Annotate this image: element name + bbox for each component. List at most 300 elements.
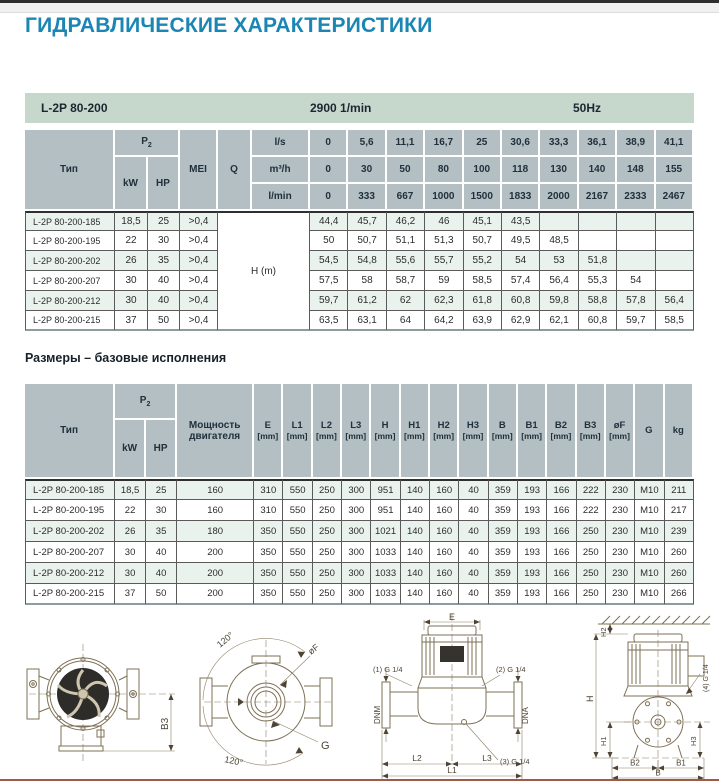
dim-label-b1: B1 — [676, 758, 686, 768]
dimension-value-cell: 260 — [665, 563, 694, 584]
speed-label: 2900 1/min — [310, 101, 372, 115]
dimension-header — [459, 384, 488, 479]
pump-type-cell: L-2P 80-200-195 — [25, 231, 115, 251]
head-value-cell: 51,8 — [579, 251, 617, 271]
dimension-unit: [mm] — [609, 431, 630, 441]
flow-value-header: 11,1 — [387, 130, 425, 157]
dimension-name: B2 — [554, 420, 568, 431]
pump-type-cell: L-2P 80-200-215 — [25, 311, 115, 331]
dimension-value-cell: 300 — [342, 563, 371, 584]
head-value-cell: 58,7 — [387, 271, 425, 291]
hydraulic-table — [25, 130, 694, 331]
head-value-cell: 51,3 — [425, 231, 463, 251]
hp-cell: 30 — [146, 500, 177, 521]
flow-value-header: 33,3 — [540, 130, 578, 157]
kw-cell: 30 — [115, 563, 146, 584]
dimension-value-cell: 222 — [577, 500, 606, 521]
p2-subscript: 2 — [146, 400, 151, 408]
head-value-cell: 59,8 — [540, 291, 578, 311]
dim-label-h: H — [585, 695, 595, 702]
dim-label-e: E — [448, 612, 456, 622]
dimension-value-cell: 193 — [518, 479, 547, 500]
hp-cell: 40 — [146, 563, 177, 584]
dimensions-table — [25, 384, 694, 605]
model-label: L-2P 80-200 — [41, 101, 108, 115]
angle-label-bottom: 120° — [223, 754, 244, 768]
dimension-name: H — [381, 420, 389, 431]
head-value-cell: 56,4 — [540, 271, 578, 291]
dimension-header — [547, 384, 576, 479]
dimension-value-cell: M10 — [635, 563, 664, 584]
head-value-cell: 59,7 — [310, 291, 348, 311]
dimension-value-cell: 239 — [665, 521, 694, 542]
dimension-unit: [mm] — [316, 431, 337, 441]
flow-value-header: 155 — [656, 157, 694, 184]
dimension-header — [283, 384, 312, 479]
motor-power-header: Мощность двигателя — [177, 384, 254, 479]
bottom-rule — [0, 779, 719, 781]
flow-value-header: 130 — [540, 157, 578, 184]
dimension-value-cell: 160 — [430, 584, 459, 605]
kw-header: kW — [115, 420, 146, 479]
dimensions-table-row — [25, 584, 694, 605]
dimension-value-cell: 1033 — [371, 584, 400, 605]
dimension-value-cell: M10 — [635, 584, 664, 605]
motor-nameplate — [440, 646, 464, 662]
flow-value-header: 50 — [387, 157, 425, 184]
dimension-value-cell: 166 — [547, 521, 576, 542]
dimension-header — [665, 384, 694, 479]
frequency-label: 50Hz — [573, 101, 602, 115]
head-value-cell: 55,7 — [425, 251, 463, 271]
head-value-cell: 58,8 — [579, 291, 617, 311]
dimension-value-cell: 250 — [577, 521, 606, 542]
dimension-name: B1 — [525, 420, 538, 431]
dimension-name: B — [498, 420, 506, 431]
dimension-value-cell: 166 — [547, 563, 576, 584]
head-value-cell: 62 — [387, 291, 425, 311]
kw-cell: 37 — [115, 584, 146, 605]
hp-cell: 40 — [148, 291, 180, 311]
type-column-header: Тип — [25, 384, 115, 479]
dimension-header — [430, 384, 459, 479]
dimensions-table-wrap — [25, 384, 694, 605]
dimension-value-cell: 40 — [459, 521, 488, 542]
dimension-value-cell: 166 — [547, 584, 576, 605]
page-title: ГИДРАВЛИЧЕСКИЕ ХАРАКТЕРИСТИКИ — [25, 14, 433, 37]
head-value-cell — [656, 211, 694, 231]
hydraulic-table-row — [25, 271, 694, 291]
hp-cell: 40 — [146, 542, 177, 563]
section-title-dimensions: Размеры – базовые исполнения — [25, 351, 227, 365]
head-value-cell — [540, 211, 578, 231]
head-value-cell: 62,1 — [540, 311, 578, 331]
fan-hub — [78, 689, 88, 699]
head-value-cell: 51,1 — [387, 231, 425, 251]
pump-type-cell: L-2P 80-200-215 — [25, 584, 115, 605]
dimension-value-cell: 359 — [489, 500, 518, 521]
kw-cell: 26 — [115, 251, 148, 271]
flow-value-header: 2333 — [617, 184, 655, 211]
dimension-value-cell: 166 — [547, 479, 576, 500]
hp-cell: 40 — [148, 271, 180, 291]
dimension-name: E — [264, 420, 271, 431]
hydraulic-table-row — [25, 291, 694, 311]
dimension-value-cell: 40 — [459, 584, 488, 605]
dimension-value-cell: 951 — [371, 500, 400, 521]
hp-cell: 25 — [148, 211, 180, 231]
head-value-cell — [579, 231, 617, 251]
dimension-value-cell: M10 — [635, 521, 664, 542]
head-value-cell: 50 — [310, 231, 348, 251]
dimension-value-cell: 230 — [606, 479, 635, 500]
head-value-cell: 55,2 — [464, 251, 502, 271]
dim-label-l3: L3 — [482, 753, 492, 763]
flow-value-header: 80 — [425, 157, 463, 184]
dim-label-b: B — [655, 768, 661, 778]
dimension-value-cell: 160 — [430, 563, 459, 584]
dimension-value-cell: 160 — [430, 479, 459, 500]
flow-value-header: 38,9 — [617, 130, 655, 157]
dimension-value-cell: 260 — [665, 542, 694, 563]
dimension-value-cell: 250 — [313, 521, 342, 542]
pump-type-cell: L-2P 80-200-207 — [25, 271, 115, 291]
flow-value-header: 2000 — [540, 184, 578, 211]
flow-value-header: 16,7 — [425, 130, 463, 157]
dimension-header — [254, 384, 283, 479]
dimension-value-cell: 550 — [283, 563, 312, 584]
pump-type-cell: L-2P 80-200-202 — [25, 251, 115, 271]
flow-unit-header: l/min — [252, 184, 310, 211]
head-value-cell: 57,8 — [617, 291, 655, 311]
dimension-value-cell: 193 — [518, 542, 547, 563]
flow-value-header: 140 — [579, 157, 617, 184]
mei-cell: >0,4 — [180, 271, 218, 291]
dimension-value-cell: 160 — [430, 500, 459, 521]
mei-header: MEI — [180, 130, 218, 211]
flow-value-header: 0 — [310, 184, 348, 211]
dimension-unit: [mm] — [286, 431, 308, 441]
plug-label-2: (2) G 1/4 — [496, 665, 526, 674]
kw-cell: 22 — [115, 231, 148, 251]
pump-type-cell: L-2P 80-200-207 — [25, 542, 115, 563]
head-value-cell: 63,1 — [348, 311, 386, 331]
type-column-header: Тип — [25, 130, 115, 211]
dimension-value-cell: 300 — [342, 479, 371, 500]
flow-value-header: 1000 — [425, 184, 463, 211]
angle-label-top: 120° — [214, 629, 236, 650]
dimension-name: B3 — [584, 420, 597, 431]
head-unit-cell: H (m) — [218, 211, 310, 331]
kw-cell: 30 — [115, 271, 148, 291]
dimension-unit: [mm] — [521, 431, 543, 441]
dimension-value-cell: 350 — [254, 521, 283, 542]
drawing-fan-view — [25, 634, 185, 774]
head-value-cell: 49,5 — [502, 231, 540, 251]
dimension-value-cell: 1033 — [371, 542, 400, 563]
dimension-value-cell: 550 — [283, 479, 312, 500]
dim-label-b3: B3 — [160, 717, 171, 730]
mei-cell: >0,4 — [180, 231, 218, 251]
dim-label-h3: H3 — [689, 736, 698, 746]
dimension-value-cell: 951 — [371, 479, 400, 500]
head-value-cell: 60,8 — [579, 311, 617, 331]
hp-cell: 35 — [148, 251, 180, 271]
mei-cell: >0,4 — [180, 291, 218, 311]
dimension-unit: [mm] — [257, 431, 279, 441]
dimension-value-cell: 1033 — [371, 563, 400, 584]
dimension-name: L3 — [350, 420, 362, 431]
dimension-name: L1 — [291, 420, 303, 431]
dimension-header — [489, 384, 518, 479]
dimensions-table-row — [25, 521, 694, 542]
pump-type-cell: L-2P 80-200-195 — [25, 500, 115, 521]
model-band — [25, 93, 694, 123]
dimension-value-cell: M10 — [635, 479, 664, 500]
dimension-value-cell: 300 — [342, 521, 371, 542]
dimension-header — [518, 384, 547, 479]
kw-cell: 26 — [115, 521, 146, 542]
dim-label-b2: B2 — [630, 758, 640, 768]
dimension-value-cell: 1021 — [371, 521, 400, 542]
motor-power-cell: 200 — [177, 563, 254, 584]
dim-label-l2: L2 — [412, 753, 422, 763]
dimension-value-cell: 140 — [401, 563, 430, 584]
dim-label-dna: DNA — [521, 707, 530, 724]
dimension-value-cell: 193 — [518, 521, 547, 542]
hp-cell: 30 — [148, 231, 180, 251]
dimension-unit: [mm] — [345, 431, 367, 441]
dimensions-table-row — [25, 479, 694, 500]
dimension-name: øF — [613, 420, 626, 431]
mei-cell: >0,4 — [180, 311, 218, 331]
p2-header: $P_2$ — [115, 384, 177, 420]
dimension-unit: [mm] — [374, 431, 396, 441]
dimension-unit: [mm] — [403, 431, 425, 441]
flow-value-header: 36,1 — [579, 130, 617, 157]
dimension-name: L2 — [320, 420, 332, 431]
head-value-cell: 64 — [387, 311, 425, 331]
flow-value-header: 2167 — [579, 184, 617, 211]
head-value-cell: 60,8 — [502, 291, 540, 311]
head-value-cell: 64,2 — [425, 311, 463, 331]
dimension-value-cell: 40 — [459, 563, 488, 584]
dim-label-h1: H1 — [599, 736, 608, 746]
head-value-cell: 45,1 — [464, 211, 502, 231]
dimension-value-cell: 230 — [606, 563, 635, 584]
dimension-unit: [mm] — [491, 431, 513, 441]
flow-value-header: 333 — [348, 184, 386, 211]
head-value-cell: 58 — [348, 271, 386, 291]
head-value-cell — [656, 251, 694, 271]
head-value-cell: 59 — [425, 271, 463, 291]
flow-value-header: 118 — [502, 157, 540, 184]
head-value-cell: 62,3 — [425, 291, 463, 311]
dimension-unit: [mm] — [433, 431, 455, 441]
dimension-name: H2 — [437, 420, 450, 431]
head-value-cell: 54 — [617, 271, 655, 291]
hp-cell: 35 — [146, 521, 177, 542]
plug-label-1: (1) G 1/4 — [373, 665, 403, 674]
dimension-header — [606, 384, 635, 479]
dimension-value-cell: 193 — [518, 500, 547, 521]
dimension-value-cell: 359 — [489, 584, 518, 605]
head-value-cell: 54,8 — [348, 251, 386, 271]
dimension-value-cell: 211 — [665, 479, 694, 500]
dimension-value-cell: 140 — [401, 584, 430, 605]
dimension-value-cell: 300 — [342, 584, 371, 605]
dim-label-l1: L1 — [447, 765, 457, 775]
technical-drawings — [0, 610, 719, 780]
dimension-value-cell: 40 — [459, 500, 488, 521]
dimension-value-cell: 140 — [401, 500, 430, 521]
dimension-header — [342, 384, 371, 479]
dimension-value-cell: 250 — [577, 542, 606, 563]
dimension-value-cell: 160 — [430, 521, 459, 542]
dimensions-table-row — [25, 500, 694, 521]
head-value-cell: 63,9 — [464, 311, 502, 331]
dimension-value-cell: 230 — [606, 542, 635, 563]
flow-value-header: 5,6 — [348, 130, 386, 157]
head-value-cell: 55,3 — [579, 271, 617, 291]
dimension-value-cell: 359 — [489, 542, 518, 563]
motor-power-cell: 160 — [177, 479, 254, 500]
dimension-value-cell: 140 — [401, 521, 430, 542]
dimension-value-cell: 166 — [547, 500, 576, 521]
flow-value-header: 100 — [464, 157, 502, 184]
dimension-value-cell: 550 — [283, 500, 312, 521]
flow-value-header: 1500 — [464, 184, 502, 211]
plug-label-4: (4) G 1/4 — [703, 664, 710, 692]
drawing-top-view — [196, 622, 344, 780]
dimension-value-cell: 140 — [401, 542, 430, 563]
dimension-header — [577, 384, 606, 479]
dimension-value-cell: 250 — [313, 542, 342, 563]
dimension-header — [313, 384, 342, 479]
motor-power-cell: 180 — [177, 521, 254, 542]
dimension-value-cell: 40 — [459, 479, 488, 500]
dimension-value-cell: 300 — [342, 500, 371, 521]
head-value-cell: 62,9 — [502, 311, 540, 331]
dimension-header — [371, 384, 400, 479]
drawing-front-view — [372, 612, 534, 782]
dim-label-g: G — [321, 740, 330, 752]
dimension-value-cell: 222 — [577, 479, 606, 500]
pump-type-cell: L-2P 80-200-202 — [25, 521, 115, 542]
hp-cell: 50 — [146, 584, 177, 605]
head-value-cell: 59,7 — [617, 311, 655, 331]
motor-power-cell: 200 — [177, 542, 254, 563]
dimension-value-cell: 266 — [665, 584, 694, 605]
q-header: Q — [218, 130, 252, 211]
top-edge-gray — [0, 3, 719, 13]
head-value-cell: 55,6 — [387, 251, 425, 271]
flow-value-header: 667 — [387, 184, 425, 211]
dimensions-table-row — [25, 542, 694, 563]
motor-power-cell: 160 — [177, 500, 254, 521]
p2-subscript: 2 — [147, 142, 152, 149]
flow-value-header: 30 — [348, 157, 386, 184]
head-value-cell: 45,7 — [348, 211, 386, 231]
flow-value-header: 30,6 — [502, 130, 540, 157]
hydraulic-table-row — [25, 251, 694, 271]
dimension-name: kg — [672, 425, 684, 436]
mei-cell: >0,4 — [180, 251, 218, 271]
kw-cell: 30 — [115, 542, 146, 563]
kw-cell: 37 — [115, 311, 148, 331]
flow-value-header: 41,1 — [656, 130, 694, 157]
hp-header: HP — [148, 157, 180, 211]
hp-header: HP — [146, 420, 177, 479]
dimension-name: H3 — [466, 420, 480, 431]
head-value-cell: 50,7 — [464, 231, 502, 251]
pump-type-cell: L-2P 80-200-185 — [25, 211, 115, 231]
head-value-cell: 48,5 — [540, 231, 578, 251]
hp-cell: 25 — [146, 479, 177, 500]
dimension-value-cell: 550 — [283, 521, 312, 542]
head-value-cell: 63,5 — [310, 311, 348, 331]
dim-label-of: øF — [306, 641, 321, 657]
dim-label-dnm: DNM — [373, 705, 382, 724]
dimension-value-cell: 310 — [254, 500, 283, 521]
head-value-cell — [579, 211, 617, 231]
dimension-value-cell: 230 — [606, 521, 635, 542]
plug-label-3: (3) G 1/4 — [500, 757, 530, 766]
dimension-value-cell: 250 — [577, 563, 606, 584]
head-value-cell — [656, 231, 694, 251]
dimension-value-cell: 250 — [313, 479, 342, 500]
dimension-unit: [mm] — [462, 431, 484, 441]
dimension-header — [401, 384, 430, 479]
head-value-cell — [617, 251, 655, 271]
head-value-cell: 61,8 — [464, 291, 502, 311]
kw-header: kW — [115, 157, 148, 211]
head-value-cell: 57,4 — [502, 271, 540, 291]
dimension-value-cell: 230 — [606, 584, 635, 605]
dimension-value-cell: 250 — [313, 563, 342, 584]
dimension-value-cell: 140 — [401, 479, 430, 500]
flow-value-header: 0 — [310, 130, 348, 157]
p2-header: $P_2$ — [115, 130, 180, 157]
pump-type-cell: L-2P 80-200-212 — [25, 563, 115, 584]
head-value-cell: 54 — [502, 251, 540, 271]
head-value-cell: 46 — [425, 211, 463, 231]
hydraulic-table-row — [25, 231, 694, 251]
dimension-value-cell: 359 — [489, 521, 518, 542]
dimension-value-cell: M10 — [635, 542, 664, 563]
dimension-name: G — [645, 425, 653, 436]
flow-unit-header: m³/h — [252, 157, 310, 184]
dimension-name: H1 — [408, 420, 421, 431]
flow-value-header: 2467 — [656, 184, 694, 211]
hydraulic-table-wrap — [25, 130, 694, 331]
head-value-cell — [617, 211, 655, 231]
flow-value-header: 0 — [310, 157, 348, 184]
hydraulic-table-row — [25, 211, 694, 231]
flow-value-header: 1833 — [502, 184, 540, 211]
dimension-value-cell: M10 — [635, 500, 664, 521]
head-value-cell: 50,7 — [348, 231, 386, 251]
dimension-value-cell: 350 — [254, 563, 283, 584]
dimension-value-cell: 550 — [283, 584, 312, 605]
head-value-cell: 57,5 — [310, 271, 348, 291]
hydraulic-table-row — [25, 311, 694, 331]
head-value-cell: 54,5 — [310, 251, 348, 271]
pump-type-cell: L-2P 80-200-185 — [25, 479, 115, 500]
dimension-value-cell: 250 — [577, 584, 606, 605]
head-value-cell: 53 — [540, 251, 578, 271]
head-value-cell: 58,5 — [464, 271, 502, 291]
